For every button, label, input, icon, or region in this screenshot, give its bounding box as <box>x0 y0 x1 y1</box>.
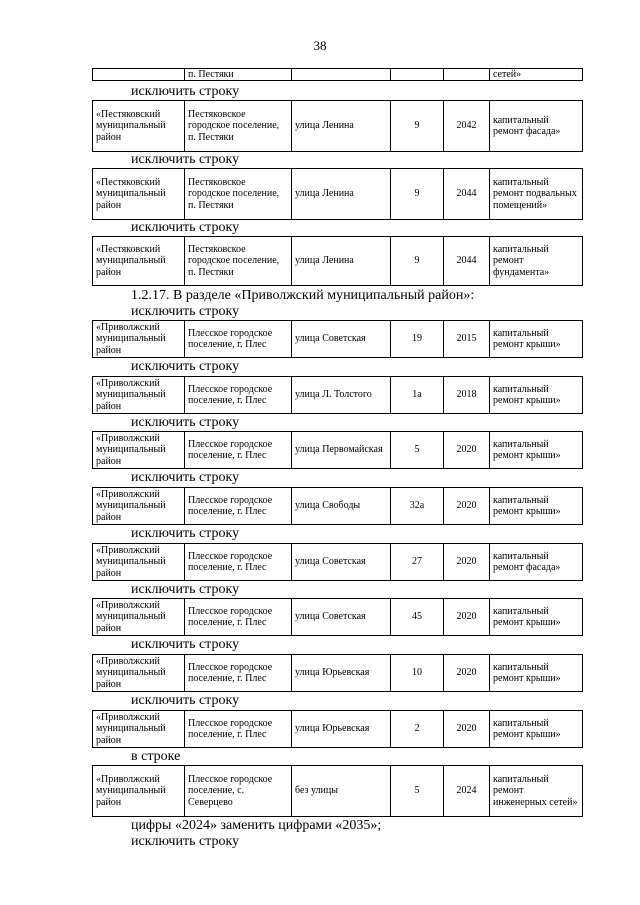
house-cell: 10 <box>391 655 444 692</box>
table-row <box>92 487 583 525</box>
district-cell: «Пестяковский муниципальный район <box>93 169 185 220</box>
settlement-cell: Плесское городское поселение, г. Плес <box>185 377 292 414</box>
house-cell: 9 <box>391 101 444 152</box>
work-cell: капитальный ремонт инженерных сетей» <box>490 766 583 817</box>
work-cell: капитальный ремонт крыши» <box>490 321 583 358</box>
house-cell: 45 <box>391 599 444 636</box>
street-cell: улица Ленина <box>292 169 391 220</box>
settlement-cell: Пестяковское городское поселение, п. Пестяки <box>185 237 292 286</box>
page-number: 38 <box>313 38 327 53</box>
year-cell: 2020 <box>444 655 490 692</box>
instruction-exclude-row: исключить строку <box>131 693 240 708</box>
street-cell: улица Л. Толстого <box>292 377 391 414</box>
district-cell: «Пестяковский муниципальный район <box>93 101 185 152</box>
house-cell: 32а <box>391 488 444 525</box>
street-cell: улица Первомайская <box>292 432 391 469</box>
street-cell: улица Свободы <box>292 488 391 525</box>
instruction-exclude-row: исключить строку <box>131 582 240 597</box>
settlement-cell: Плесское городское поселение, г. Плес <box>185 321 292 358</box>
instruction-replace-digits: цифры «2024» заменить цифрами «2035»; <box>131 818 382 833</box>
district-cell: «Приволжский муниципальный район <box>93 711 185 748</box>
work-cell: капитальный ремонт крыши» <box>490 711 583 748</box>
settlement-cell: Плесское городское поселение, г. Плес <box>185 655 292 692</box>
year-cell <box>444 69 490 81</box>
settlement-cell: Плесское городское поселение, г. Плес <box>185 432 292 469</box>
table-row <box>92 431 583 469</box>
table-row <box>92 598 583 636</box>
house-cell: 5 <box>391 766 444 817</box>
year-cell: 2042 <box>444 101 490 152</box>
year-cell: 2020 <box>444 711 490 748</box>
table-row <box>92 654 583 692</box>
instruction-in-row: в строке <box>131 749 181 764</box>
table-row <box>92 543 583 581</box>
table-row <box>92 765 583 817</box>
work-cell: капитальный ремонт крыши» <box>490 655 583 692</box>
work-cell: капитальный ремонт фундамента» <box>490 237 583 286</box>
year-cell: 2020 <box>444 432 490 469</box>
house-cell: 9 <box>391 169 444 220</box>
street-cell: улица Юрьевская <box>292 711 391 748</box>
settlement-cell: Плесское городское поселение, с. Северцево <box>185 766 292 817</box>
street-cell: улица Советская <box>292 544 391 581</box>
settlement-cell: Плесское городское поселение, г. Плес <box>185 488 292 525</box>
work-cell: капитальный ремонт подвальных помещений» <box>490 169 583 220</box>
district-cell: «Приволжский муниципальный район <box>93 655 185 692</box>
settlement-cell: Плесское городское поселение, г. Плес <box>185 711 292 748</box>
work-cell: капитальный ремонт фасада» <box>490 544 583 581</box>
street-cell: улица Советская <box>292 599 391 636</box>
work-cell: капитальный ремонт крыши» <box>490 432 583 469</box>
instruction-exclude-row: исключить строку <box>131 304 240 319</box>
table-row <box>92 168 583 220</box>
settlement-cell: п. Пестяки <box>185 69 292 81</box>
street-cell: улица Ленина <box>292 101 391 152</box>
house-cell: 2 <box>391 711 444 748</box>
instruction-exclude-row: исключить строку <box>131 637 240 652</box>
house-cell <box>391 69 444 81</box>
district-cell: «Приволжский муниципальный район <box>93 488 185 525</box>
house-cell: 1а <box>391 377 444 414</box>
settlement-cell: Пестяковское городское поселение, п. Пестяки <box>185 101 292 152</box>
street-cell: улица Юрьевская <box>292 655 391 692</box>
year-cell: 2018 <box>444 377 490 414</box>
street-cell <box>292 69 391 81</box>
district-cell: «Приволжский муниципальный район <box>93 321 185 358</box>
district-cell <box>93 69 185 81</box>
year-cell: 2020 <box>444 488 490 525</box>
year-cell: 2044 <box>444 169 490 220</box>
street-cell: без улицы <box>292 766 391 817</box>
instruction-exclude-row: исключить строку <box>131 359 240 374</box>
instruction-exclude-row: исключить строку <box>131 415 240 430</box>
house-cell: 27 <box>391 544 444 581</box>
year-cell: 2015 <box>444 321 490 358</box>
instruction-exclude-row: исключить строку <box>131 84 240 99</box>
year-cell: 2044 <box>444 237 490 286</box>
table-row <box>92 100 583 152</box>
table-row <box>92 236 583 286</box>
work-cell: капитальный ремонт крыши» <box>490 599 583 636</box>
house-cell: 19 <box>391 321 444 358</box>
street-cell: улица Ленина <box>292 237 391 286</box>
district-cell: «Пестяковский муниципальный район <box>93 237 185 286</box>
district-cell: «Приволжский муниципальный район <box>93 432 185 469</box>
instruction-exclude-row: исключить строку <box>131 220 240 235</box>
house-cell: 5 <box>391 432 444 469</box>
house-cell: 9 <box>391 237 444 286</box>
year-cell: 2020 <box>444 599 490 636</box>
year-cell: 2020 <box>444 544 490 581</box>
district-cell: «Приволжский муниципальный район <box>93 377 185 414</box>
table-row <box>92 710 583 748</box>
work-cell: капитальный ремонт крыши» <box>490 488 583 525</box>
instruction-exclude-row: исключить строку <box>131 152 240 167</box>
work-cell: сетей» <box>490 69 583 81</box>
settlement-cell: Плесское городское поселение, г. Плес <box>185 599 292 636</box>
instruction-exclude-row: исключить строку <box>131 470 240 485</box>
settlement-cell: Пестяковское городское поселение, п. Пестяки <box>185 169 292 220</box>
section-heading: 1.2.17. В разделе «Приволжский муниципальный район»: <box>131 288 475 303</box>
district-cell: «Приволжский муниципальный район <box>93 544 185 581</box>
street-cell: улица Советская <box>292 321 391 358</box>
district-cell: «Приволжский муниципальный район <box>93 766 185 817</box>
work-cell: капитальный ремонт крыши» <box>490 377 583 414</box>
table-row <box>92 68 583 81</box>
table-row <box>92 376 583 414</box>
district-cell: «Приволжский муниципальный район <box>93 599 185 636</box>
year-cell: 2024 <box>444 766 490 817</box>
instruction-exclude-row: исключить строку <box>131 526 240 541</box>
table-row <box>92 320 583 358</box>
settlement-cell: Плесское городское поселение, г. Плес <box>185 544 292 581</box>
work-cell: капитальный ремонт фасада» <box>490 101 583 152</box>
instruction-exclude-row: исключить строку <box>131 834 240 849</box>
